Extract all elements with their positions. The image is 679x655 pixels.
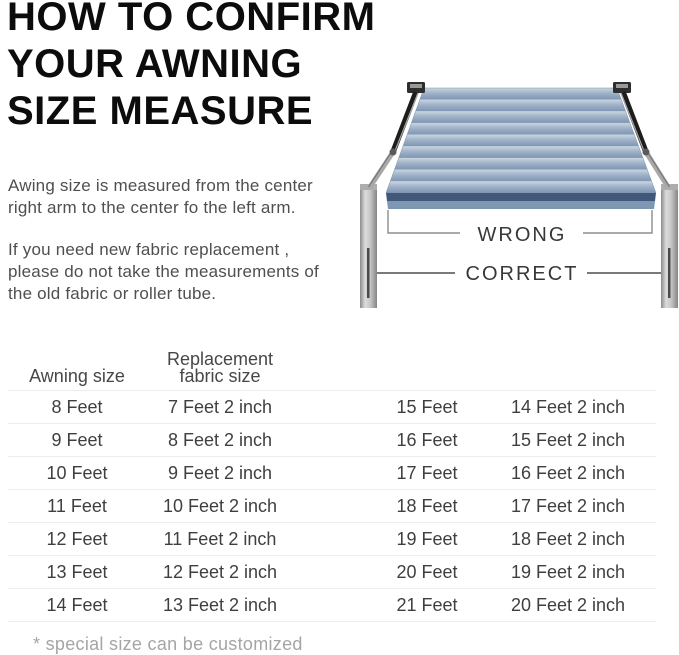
awning-fabric [386,88,656,193]
row-spacer [294,391,374,423]
custom-size-footnote: * special size can be customized [33,634,303,654]
paragraph-line: Awing size is measured from the center [8,176,313,195]
row-spacer [294,424,374,456]
table-row [8,490,656,523]
fabric-size-cell: 14 Feet 2 inch [510,397,626,417]
table-row [8,391,656,424]
header-awning-size: Awning size [29,366,125,386]
table-row [8,589,656,622]
title-line-3: SIZE MEASURE [7,89,314,133]
left-wall-bracket [407,82,425,93]
correct-label: CORRECT [465,263,579,285]
paragraph-line: please do not take the measurements of [8,262,319,281]
awning-size-cell: 18 Feet [396,496,458,516]
fabric-size-cell: 18 Feet 2 inch [510,529,626,549]
header-replacement-fabric-size: Replacement fabric size [166,349,274,386]
paragraph-line: right arm to the center fo the left arm. [8,198,296,217]
awning-diagram [350,80,679,315]
fabric-size-cell: 9 Feet 2 inch [167,463,273,483]
fabric-size-cell: 13 Feet 2 inch [162,595,278,615]
awning-size-cell: 15 Feet [396,397,458,417]
awning-size-cell: 14 Feet [46,595,108,615]
right-wall-bracket [613,82,631,93]
awning-size-cell: 8 Feet [51,397,103,417]
awning-size-cell: 13 Feet [46,562,108,582]
paragraph-line: the old fabric or roller tube. [8,284,217,303]
fabric-front-edge-light [387,201,655,209]
title-line-1: HOW TO CONFIRM [7,0,376,39]
measure-instruction-paragraph [8,175,338,219]
paragraph-line: If you need new fabric replacement , [8,240,290,259]
fabric-size-cell: 11 Feet 2 inch [163,529,277,549]
awning-size-cell: 9 Feet [51,430,103,450]
awning-size-cell: 17 Feet [396,463,458,483]
row-spacer [294,490,374,522]
right-support-post [661,184,678,308]
wrong-label: WRONG [477,224,567,246]
replacement-warning-paragraph [8,239,338,305]
row-spacer [294,556,374,588]
fabric-front-edge-dark [386,193,656,201]
fabric-size-cell: 17 Feet 2 inch [510,496,626,516]
fabric-size-cell: 19 Feet 2 inch [510,562,626,582]
size-table-body [8,391,656,622]
table-row [8,424,656,457]
row-spacer [294,457,374,489]
size-table-header [8,344,656,391]
awning-size-cell: 10 Feet [46,463,108,483]
awning-size-cell: 12 Feet [46,529,108,549]
awning-size-cell: 19 Feet [396,529,458,549]
table-row [8,556,656,589]
fabric-size-cell: 16 Feet 2 inch [510,463,626,483]
left-support-post [360,184,377,308]
title-line-2: YOUR AWNING [7,42,303,86]
awning-size-cell: 20 Feet [396,562,458,582]
row-spacer [294,523,374,555]
size-table [8,344,656,622]
table-row [8,523,656,556]
fabric-size-cell: 10 Feet 2 inch [162,496,278,516]
fabric-size-cell: 7 Feet 2 inch [167,397,273,417]
fabric-size-cell: 20 Feet 2 inch [510,595,626,615]
row-spacer [294,589,374,621]
page-title [7,0,375,135]
fabric-size-cell: 15 Feet 2 inch [510,430,626,450]
fabric-size-cell: 8 Feet 2 inch [167,430,273,450]
awning-size-cell: 16 Feet [396,430,458,450]
awning-size-cell: 11 Feet [47,496,107,516]
table-row [8,457,656,490]
awning-size-cell: 21 Feet [396,595,458,615]
intro-text [8,175,338,305]
fabric-size-cell: 12 Feet 2 inch [162,562,278,582]
